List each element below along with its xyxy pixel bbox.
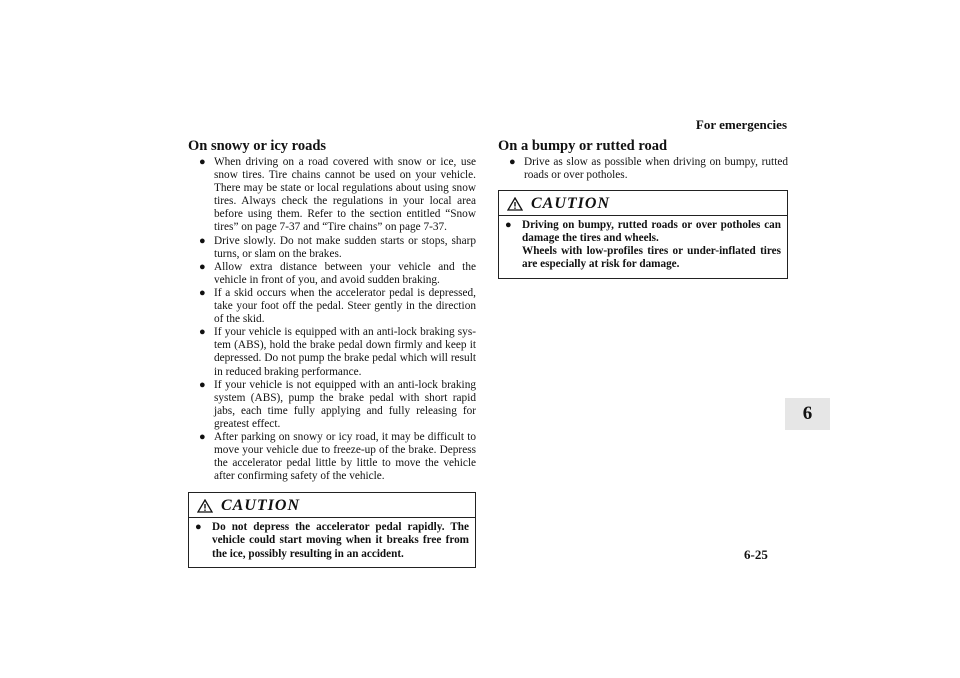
list-item [498,156,788,182]
bullet-icon: ● [509,156,516,168]
bullet-icon: ● [199,234,206,247]
list-item [188,431,476,483]
list-item [188,287,476,326]
caution-item [195,521,469,560]
bullet-icon: ● [199,156,206,168]
list-item-text: Allow extra distance between your vehicle and the vehicle in front of you, and avoid sudden braking. [214,260,476,286]
list-item-text: Drive as slow as possible when driving on bumpy, rutted roads or over potholes. [524,156,788,182]
caution-box-bumpy-road [498,190,788,278]
caution-text-line-1: Driving on bumpy, rutted roads or over potholes can damage the tires and wheels. [522,219,781,245]
list-item-text: If your vehicle is not equipped with an anti-lock braking system (ABS), pump the brake pedal with short rapid jabs, each time fully applying and fully releasing for greatest effect. [214,378,476,430]
bullet-icon: ● [195,521,202,534]
caution-header [189,495,475,518]
caution-header [499,193,787,216]
caution-label: CAUTION [531,195,611,213]
bullet-icon: ● [199,430,206,443]
list-item-text: If a skid occurs when the accelerator pedal is depressed, take your foot off the pedal. Steer gently in the direction of the skid. [214,286,476,326]
left-column [188,138,476,568]
list-item-text: When driving on a road covered with snow or ice, use snow tires. Tire chains cannot be used on your vehicle. There may be state or local regulations about using snow tires. Always check the regulations in your local area before using them. Refer to the section entitled “Snow tires” on page 7-37 and “Tire chains” on page 7-37. [214,156,476,234]
list-item [188,326,476,378]
caution-item [505,219,781,271]
page-header-title: For emergencies [695,117,787,132]
bullet-icon: ● [199,326,206,339]
section-heading-bumpy-road: On a bumpy or rutted road [498,138,668,154]
list-item [188,261,476,287]
page-number: 6-25 [744,547,768,562]
bullet-icon: ● [199,378,206,391]
chapter-tab: 6 [785,398,830,430]
caution-box-accelerator [188,492,476,567]
warning-triangle-icon [197,499,213,513]
bullet-icon: ● [199,286,206,299]
list-item [188,379,476,431]
caution-label: CAUTION [221,497,301,515]
section-heading-snowy-roads: On snowy or icy roads [188,138,327,154]
list-item-text: After parking on snowy or icy road, it may be difficult to move your vehicle due to freeze-up of the brake. Depress the accelerator pedal little by little to move the vehicle after confirming safety of the vehicle. [214,430,476,483]
caution-text-line-2: Wheels with low-profiles tires or under-inflated tires are especially at risk for damage. [522,245,781,271]
list-item-text: If your vehicle is equipped with an anti-lock braking sys-tem (ABS), hold the brake pedal down firmly and keep it depressed. Do not pump the brake pedal which will result in reduced braking performance. [214,326,476,378]
caution-text: Do not depress the accelerator pedal rapidly. The vehicle could start moving when it breaks free from the ice, possibly resulting in an accident. [212,521,469,560]
right-column [498,138,788,279]
bullet-icon: ● [199,260,206,273]
list-item [188,235,476,261]
warning-triangle-icon [507,197,523,211]
bumpy-road-list [498,156,788,182]
list-item-text: Drive slowly. Do not make sudden starts or stops, sharp turns, or slam on the brakes. [214,234,476,260]
list-item [188,156,476,235]
bullet-icon: ● [505,219,512,232]
snowy-roads-list [188,156,476,483]
